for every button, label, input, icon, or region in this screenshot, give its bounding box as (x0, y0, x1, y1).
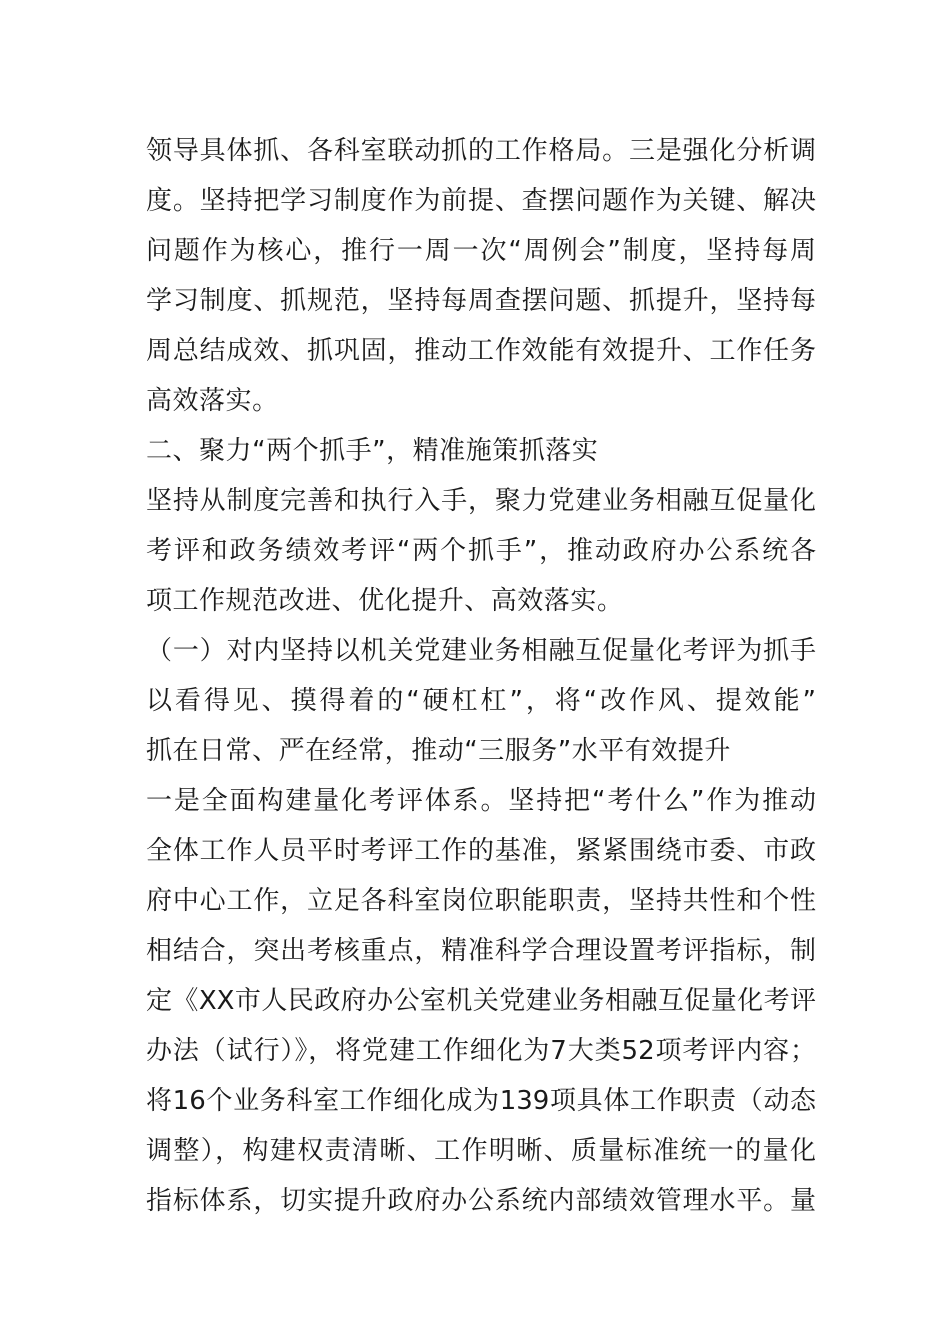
body-line: 问题作为核心，推行一周一次“周例会”制度，坚持每周 (146, 236, 816, 266)
body-line: 调整），构建权责清晰、工作明晰、质量标准统一的量化 (146, 1136, 816, 1166)
body-line: 全体工作人员平时考评工作的基准，紧紧围绕市委、市政 (146, 836, 816, 866)
body-line: 度。坚持把学习制度作为前提、查摆问题作为关键、解决 (146, 186, 816, 216)
body-line: 考评和政务绩效考评“两个抓手”，推动政府办公系统各 (146, 536, 816, 566)
body-line: 项工作规范改进、优化提升、高效落实。 (146, 586, 624, 616)
subsection-heading: 以看得见、摸得着的“硬杠杠”，将“改作风、提效能” (146, 686, 816, 716)
subsection-heading: （一）对内坚持以机关党建业务相融互促量化考评为抓手 (146, 636, 816, 666)
body-line: 坚持从制度完善和执行入手，聚力党建业务相融互促量化 (146, 486, 816, 516)
body-line: 定《XX市人民政府办公室机关党建业务相融互促量化考评 (146, 986, 816, 1016)
body-line: 将16个业务科室工作细化成为139项具体工作职责（动态 (146, 1086, 816, 1116)
body-line: 领导具体抓、各科室联动抓的工作格局。三是强化分析调 (146, 136, 816, 166)
body-line: 一是全面构建量化考评体系。坚持把“考什么”作为推动 (146, 786, 816, 816)
body-line: 学习制度、抓规范，坚持每周查摆问题、抓提升，坚持每 (146, 286, 816, 316)
body-line: 高效落实。 (146, 386, 279, 416)
document-body (146, 126, 816, 1226)
body-line: 周总结成效、抓巩固，推动工作效能有效提升、工作任务 (146, 336, 816, 366)
subsection-heading: 抓在日常、严在经常，推动“三服务”水平有效提升 (146, 736, 731, 766)
body-line: 指标体系，切实提升政府办公系统内部绩效管理水平。量 (146, 1186, 816, 1216)
body-line: 办法（试行）》，将党建工作细化为7大类52项考评内容； (146, 1036, 816, 1066)
body-line: 府中心工作，立足各科室岗位职能职责，坚持共性和个性 (146, 886, 816, 916)
body-line: 相结合，突出考核重点，精准科学合理设置考评指标，制 (146, 936, 816, 966)
section-heading: 二、聚力“两个抓手”，精准施策抓落实 (146, 436, 599, 466)
